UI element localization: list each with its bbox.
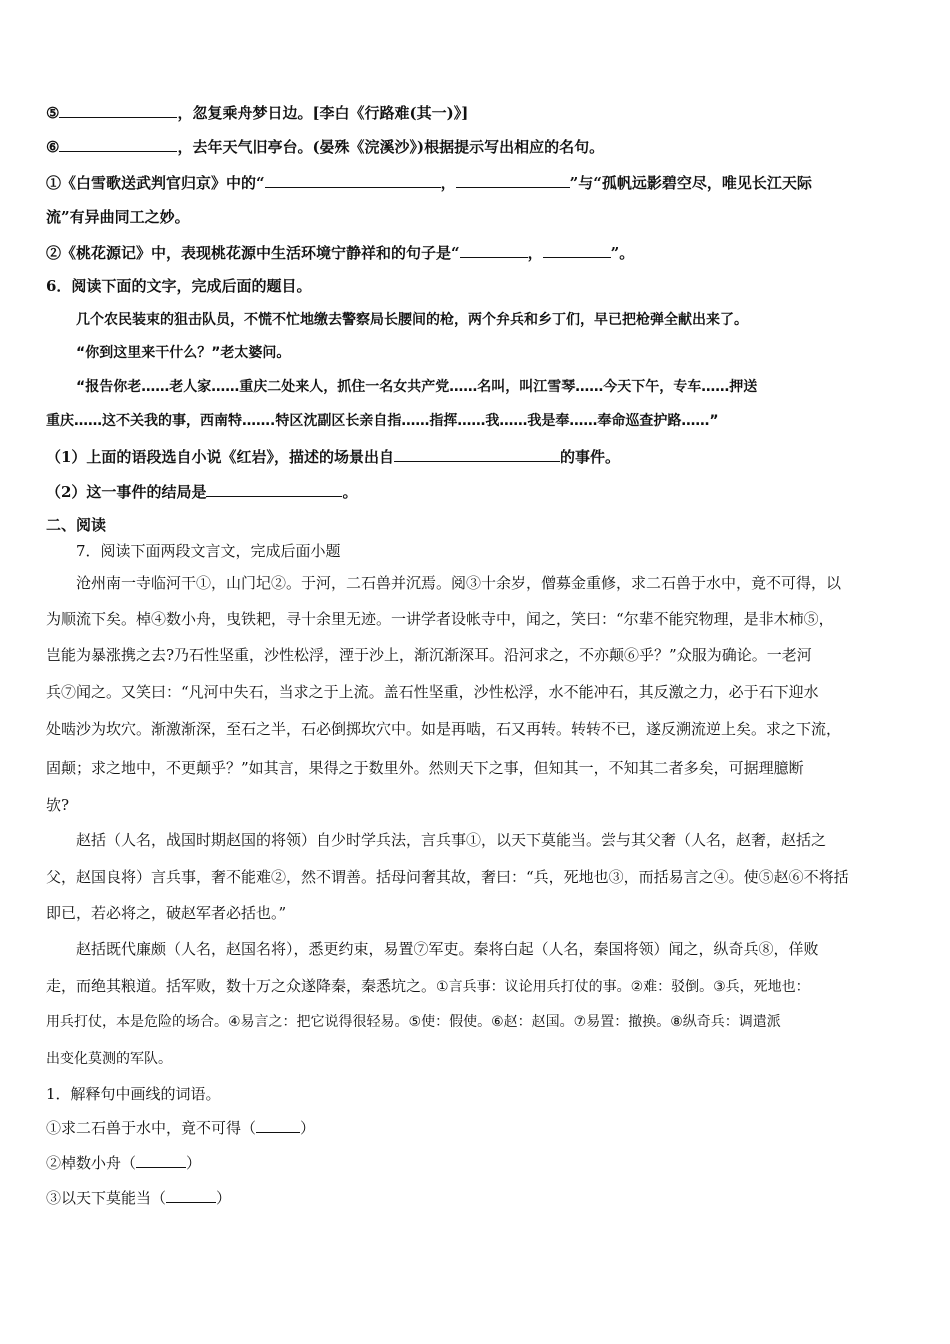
answer-blank[interactable]: [394, 446, 560, 462]
line-text: ，: [527, 244, 543, 262]
vocab-item-2: [46, 1152, 916, 1173]
passage-line: 赵括（人名，战国时期赵国的将领）自少时学兵法，言兵事①，以天下莫能当。尝与其父奢（人名，赵奢，赵括之: [76, 831, 827, 849]
line-text: ）: [300, 1119, 316, 1137]
line-text: ，: [440, 174, 456, 192]
answer-blank[interactable]: [166, 1187, 216, 1203]
answer-blank[interactable]: [256, 1117, 300, 1133]
passage-line: 岂能为暴涨携之去?乃石性坚重，沙性松浮，湮于沙上，渐沉渐深耳。沿河求之，不亦颠⑥乎？”众服为确论。一老河: [46, 646, 812, 664]
passage-line: 父，赵国良将）言兵事，奢不能难②，然不谓善。括母问奢其故，奢曰：“兵，死地也③，而括易言之④。使⑤赵⑥不将括: [46, 868, 849, 886]
footnote-text: 出变化莫测的军队。: [46, 1051, 172, 1067]
line-text: ）: [186, 1154, 202, 1172]
passage-line: “你到这里来干什么？”老太婆问。: [76, 345, 291, 361]
line-text: （1）上面的语段选自小说《红岩》，描述的场景出自: [46, 448, 394, 466]
line-text: ，忽复乘舟梦日边。[李白《行路难(其一)》]: [177, 104, 469, 122]
passage-line: 欤?: [46, 796, 70, 814]
passage-line: 固颠；求之地中，不更颠乎？”如其言，果得之于数里外。然则天下之事，但知其一，不知其二者多矣，可据理臆断: [46, 759, 804, 777]
fill-blank-1: [46, 172, 916, 193]
question-6-title: 6．阅读下面的文字，完成后面的题目。: [46, 277, 312, 295]
line-text: ”与“孤帆远影碧空尽，唯见长江天际: [569, 174, 812, 192]
footnote-text: ①言兵事：议论用兵打仗的事。②难：驳倒。③兵，死地也：: [436, 979, 810, 995]
answer-blank[interactable]: [456, 172, 570, 188]
passage-line: “报告你老……老人家……重庆二处来人，抓住一名女共产党……名叫，叫江雪琴……今天下午，专车……押送: [76, 379, 758, 395]
passage-line: 赵括既代廉颇（人名，赵国名将），悉更约束，易置⑦军吏。秦将白起（人名，秦国将领）闻之，纵奇兵⑧，佯败: [76, 940, 819, 958]
sub-question-title: 1．解释句中画线的词语。: [46, 1085, 221, 1103]
passage-line: 沧州南一寺临河干①，山门圮②。于河，二石兽并沉焉。阅③十余岁，僧募金重修，求二石兽于水中，竟不可得，以: [76, 574, 842, 592]
item-marker: ⑥: [46, 138, 60, 156]
fill-blank-5: [46, 102, 916, 123]
vocab-item-1: [46, 1117, 916, 1138]
line-text: ，去年天气旧亭台。(晏殊《浣溪沙》)根据提示写出相应的名句。: [177, 138, 605, 156]
line-text: （2）这一事件的结局是: [46, 483, 207, 501]
answer-blank[interactable]: [265, 172, 441, 188]
passage-line: 处啮沙为坎穴。渐激渐深，至石之半，石必倒掷坎穴中。如是再啮，石又再转。转转不已，遂反溯流逆上矣。求之下流，: [46, 720, 842, 738]
answer-blank[interactable]: [206, 481, 342, 497]
footnote-text: 用兵打仗，本是危险的场合。④易言之：把它说得很轻易。⑤使：假使。⑥赵：赵国。⑦易置：撤换。⑧纵奇兵：调遣派: [46, 1014, 781, 1030]
sub-question-1: [46, 446, 916, 467]
sub-question-2: [46, 481, 916, 502]
answer-blank[interactable]: [59, 136, 177, 152]
line-text: 的事件。: [559, 448, 620, 466]
passage-line: 几个农民装束的狙击队员，不慌不忙地缴去警察局长腰间的枪，两个弁兵和乡丁们，早已把枪弹全献出来了。: [76, 312, 748, 328]
line-text: ①求二石兽于水中，竟不可得（: [46, 1119, 257, 1137]
passage-line: 兵⑦闻之。又笑曰：“凡河中失石，当求之于上流。盖石性坚重，沙性松浮，水不能冲石，其反激之力，必于石下迎水: [46, 683, 819, 701]
line-text: ②《桃花源记》中，表现桃花源中生活环境宁静祥和的句子是“: [46, 244, 460, 262]
fill-blank-6: [46, 136, 916, 157]
vocab-item-3: [46, 1187, 916, 1208]
line-text: 走，而绝其粮道。括军败，数十万之众遂降秦，秦悉坑之。: [46, 977, 437, 995]
passage-line: 即已，若必将之，破赵军者必括也。”: [46, 904, 287, 922]
passage-line: 为顺流下矣。棹④数小舟，曳铁耙，寻十余里无迹。一讲学者设帐寺中，闻之，笑曰：“尔辈不能究物理，是非木柿⑤，: [46, 610, 834, 628]
line-text: ）: [216, 1189, 232, 1207]
line-text: 。: [342, 483, 358, 501]
line-text: ”。: [610, 244, 635, 262]
answer-blank[interactable]: [460, 242, 528, 258]
passage-line: 重庆……这不关我的事，西南特…….特区沈副区长亲自指……指挥……我……我是奉……奉命巡查护路……”: [46, 413, 719, 429]
line-text: ②棹数小舟（: [46, 1154, 137, 1172]
line-text: 流”有异曲同工之妙。: [46, 208, 190, 226]
section-heading: 二、阅读: [46, 516, 107, 534]
item-marker: ⑤: [46, 104, 60, 122]
line-text: ①《白雪歌送武判官归京》中的“: [46, 174, 265, 192]
answer-blank[interactable]: [59, 102, 177, 118]
question-7-title: 7．阅读下面两段文言文，完成后面小题: [76, 542, 341, 560]
fill-blank-2: [46, 242, 916, 263]
line-text: ③以天下莫能当（: [46, 1189, 167, 1207]
answer-blank[interactable]: [543, 242, 611, 258]
passage-line: [46, 976, 916, 997]
answer-blank[interactable]: [136, 1152, 186, 1168]
